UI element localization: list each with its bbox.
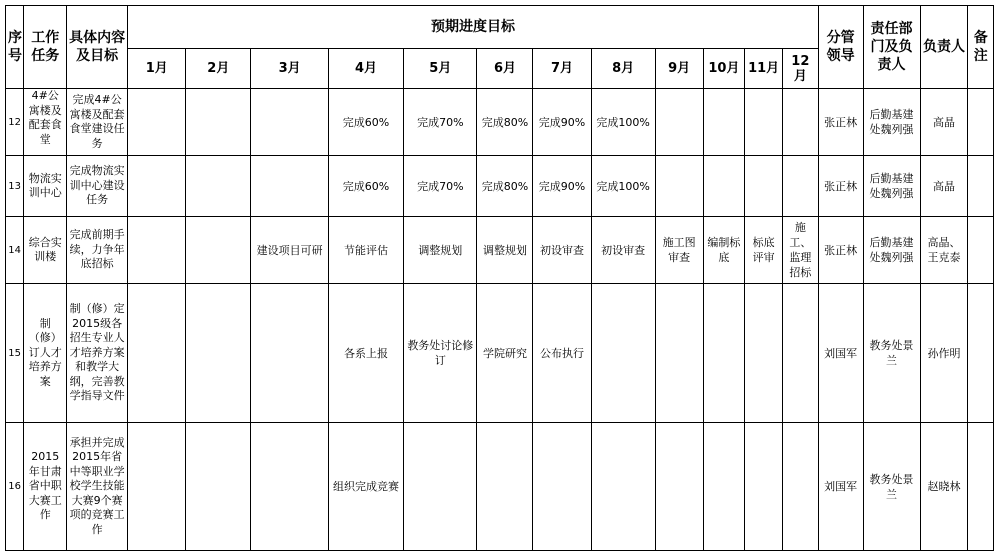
month-cell [703,284,745,423]
header-progress: 预期进度目标 [128,6,819,49]
table-row [6,217,994,284]
row-note [968,284,994,423]
row-task: 制（修）订人才培养方案 [24,284,67,423]
month-cell: 学院研究 [477,284,533,423]
table-row [6,423,994,551]
row-seq: 15 [6,284,24,423]
month-cell [186,217,251,284]
row-owner: 孙作明 [920,284,968,423]
month-cell [782,423,818,551]
month-cell: 施工、监理招标 [782,217,818,284]
row-owner: 高晶 [920,89,968,156]
month-cell [591,284,655,423]
row-dept: 教务处景兰 [863,423,920,551]
table-row [6,89,994,156]
row-task: 2015年甘肃省中职大赛工作 [24,423,67,551]
month-cell: 公布执行 [533,284,591,423]
month-cell: 完成60% [328,156,403,217]
month-cell: 教务处讨论修订 [404,284,477,423]
row-seq: 13 [6,156,24,217]
month-cell: 建设项目可研 [251,217,328,284]
month-cell [533,423,591,551]
month-cell: 节能评估 [328,217,403,284]
month-cell [186,423,251,551]
row-note [968,217,994,284]
month-cell: 编制标底 [703,217,745,284]
month-cell [128,423,186,551]
month-cell [745,423,783,551]
month-cell [655,284,703,423]
month-header: 1月 [128,49,186,89]
row-content: 完成4#公寓楼及配套食堂建设任务 [67,89,128,156]
row-content: 完成前期手续，力争年底招标 [67,217,128,284]
row-seq: 12 [6,89,24,156]
month-cell [186,89,251,156]
row-note [968,423,994,551]
month-cell [745,89,783,156]
month-header: 12月 [782,49,818,89]
progress-table [5,5,994,551]
row-owner: 高晶、王克泰 [920,217,968,284]
month-cell: 各系上报 [328,284,403,423]
header-content: 具体内容及目标 [67,6,128,89]
row-note [968,156,994,217]
month-cell [251,156,328,217]
month-cell: 初设审查 [533,217,591,284]
month-cell: 完成80% [477,89,533,156]
month-cell [655,156,703,217]
row-leader: 刘国军 [818,423,863,551]
month-header: 7月 [533,49,591,89]
month-cell: 完成70% [404,89,477,156]
row-leader: 张正林 [818,89,863,156]
month-cell [782,284,818,423]
month-cell: 完成100% [591,156,655,217]
row-dept: 后勤基建处魏列强 [863,89,920,156]
month-cell [655,423,703,551]
month-header: 2月 [186,49,251,89]
month-cell [782,156,818,217]
month-cell [782,89,818,156]
row-note [968,89,994,156]
row-leader: 刘国军 [818,284,863,423]
month-header: 10月 [703,49,745,89]
month-cell [251,284,328,423]
month-cell [745,156,783,217]
row-content: 制（修）定2015级各招生专业人才培养方案和教学大纲，完善教学指导文件 [67,284,128,423]
month-cell: 完成60% [328,89,403,156]
month-cell: 完成90% [533,156,591,217]
table-row [6,156,994,217]
row-dept: 后勤基建处魏列强 [863,217,920,284]
month-header: 8月 [591,49,655,89]
table-row [6,284,994,423]
month-cell [655,89,703,156]
month-cell [477,423,533,551]
header-task: 工作任务 [24,6,67,89]
row-content: 完成物流实训中心建设任务 [67,156,128,217]
month-cell [251,89,328,156]
month-cell [186,156,251,217]
header-leader: 分管领导 [818,6,863,89]
row-dept: 教务处景兰 [863,284,920,423]
header-dept: 责任部门及负责人 [863,6,920,89]
row-seq: 16 [6,423,24,551]
header-owner: 负责人 [920,6,968,89]
month-cell [128,284,186,423]
month-header: 9月 [655,49,703,89]
month-header: 3月 [251,49,328,89]
month-cell: 完成80% [477,156,533,217]
month-cell: 调整规划 [404,217,477,284]
month-cell [128,156,186,217]
month-cell [703,89,745,156]
month-cell: 完成90% [533,89,591,156]
month-cell: 完成70% [404,156,477,217]
month-cell [703,156,745,217]
month-cell: 组织完成竞赛 [328,423,403,551]
row-owner: 赵晓林 [920,423,968,551]
month-cell: 完成100% [591,89,655,156]
month-cell [186,284,251,423]
month-cell [591,423,655,551]
month-cell: 施工图审查 [655,217,703,284]
month-cell [251,423,328,551]
row-leader: 张正林 [818,217,863,284]
month-cell [745,284,783,423]
month-cell: 标底评审 [745,217,783,284]
row-seq: 14 [6,217,24,284]
month-header: 5月 [404,49,477,89]
row-dept: 后勤基建处魏列强 [863,156,920,217]
month-cell: 调整规划 [477,217,533,284]
row-content: 承担并完成2015年省中等职业学校学生技能大赛9个赛项的竞赛工作 [67,423,128,551]
month-header: 11月 [745,49,783,89]
row-owner: 高晶 [920,156,968,217]
month-cell [404,423,477,551]
row-task: 物流实训中心 [24,156,67,217]
row-task-text: 4#公寓楼及配套食堂 [28,89,62,146]
month-header: 6月 [477,49,533,89]
month-cell: 初设审查 [591,217,655,284]
row-task: 综合实训楼 [24,217,67,284]
month-cell [703,423,745,551]
month-cell [128,217,186,284]
row-task [24,89,67,156]
header-note: 备注 [968,6,994,89]
month-cell [128,89,186,156]
month-header: 4月 [328,49,403,89]
row-leader: 张正林 [818,156,863,217]
header-seq: 序号 [6,6,24,89]
